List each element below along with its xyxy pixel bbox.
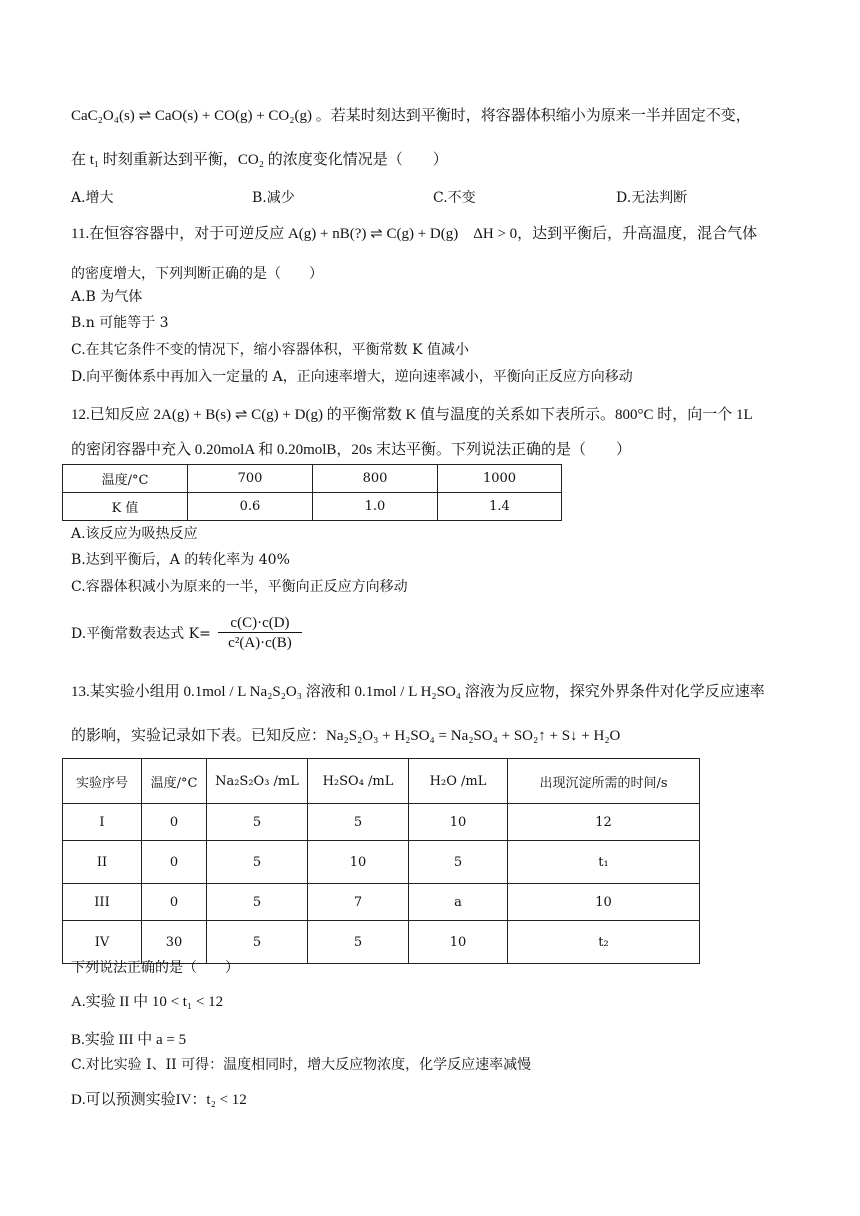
table-cell: 7 bbox=[308, 884, 409, 921]
table-cell: 10 bbox=[308, 841, 409, 884]
table-cell: a bbox=[409, 884, 508, 921]
q12-k-table bbox=[62, 464, 562, 521]
q11-stem-line-1: 11.在恒容容器中，对于可逆反应 A(g) + nB(?) ⇌ C(g) + D(g) ΔH > 0，达到平衡后，升高温度，混合气体 bbox=[71, 226, 758, 242]
table-row bbox=[63, 804, 700, 841]
q12-option-b: B.达到平衡后，A 的转化率为 40% bbox=[71, 552, 290, 568]
table-header-cell: 实验序号 bbox=[63, 759, 142, 804]
table-cell: 0 bbox=[142, 804, 207, 841]
q12-option-a: A.该反应为吸热反应 bbox=[71, 526, 198, 542]
q12-option-c: C.容器体积减小为原来的一半，平衡向正反应方向移动 bbox=[71, 579, 408, 595]
table-row bbox=[63, 493, 562, 521]
fraction-denominator: c²(A)·c(B) bbox=[228, 635, 292, 651]
table-cell: 1000 bbox=[438, 465, 562, 493]
table-cell: 800 bbox=[313, 465, 438, 493]
table-cell: K 值 bbox=[63, 493, 188, 521]
table-cell: t₁ bbox=[508, 841, 700, 884]
q11-option-c: C.在其它条件不变的情况下，缩小容器体积，平衡常数 K 值减小 bbox=[71, 342, 470, 358]
q13-option-b: B.实验 III 中 a = 5 bbox=[71, 1032, 187, 1048]
q12-stem-line-2: 的密闭容器中充入 0.20molA 和 0.20molB，20s 末达平衡。下列说法正确的是（ ） bbox=[71, 442, 632, 458]
q12-stem-line-1: 12.已知反应 2A(g) + B(s) ⇌ C(g) + D(g) 的平衡常数 K 值与温度的关系如下表所示。800°C 时，向一个 1L bbox=[71, 407, 753, 423]
table-header-cell: H₂SO₄ /mL bbox=[308, 759, 409, 804]
table-cell: 1.0 bbox=[313, 493, 438, 521]
q13-question: 下列说法正确的是（ ） bbox=[71, 960, 239, 976]
q12-option-d-fraction bbox=[218, 614, 302, 653]
q11-option-a: A.B 为气体 bbox=[71, 289, 143, 305]
q13-option-c: C.对比实验 I、II 可得：温度相同时，增大反应物浓度，化学反应速率减慢 bbox=[71, 1057, 532, 1073]
q13-option-d: D.可以预测实验IV：t₂ < 12 bbox=[71, 1092, 247, 1108]
table-row bbox=[63, 465, 562, 493]
table-cell: 10 bbox=[409, 804, 508, 841]
q13-experiment-table bbox=[62, 758, 700, 964]
table-cell: 5 bbox=[207, 841, 308, 884]
table-header-cell: 温度/°C bbox=[142, 759, 207, 804]
q11-option-b: B.n 可能等于 3 bbox=[71, 315, 169, 331]
table-cell: 5 bbox=[308, 921, 409, 964]
table-cell: 0.6 bbox=[188, 493, 313, 521]
table-header-cell: Na₂S₂O₃ /mL bbox=[207, 759, 308, 804]
table-cell: III bbox=[63, 884, 142, 921]
table-cell: 700 bbox=[188, 465, 313, 493]
q10-stem-line-2: 在 t₁ 时刻重新达到平衡，CO₂ 的浓度变化情况是（ ） bbox=[71, 152, 448, 168]
q13-stem-line-1: 13.某实验小组用 0.1mol / L Na₂S₂O₃ 溶液和 0.1mol / L H₂SO₄ 溶液为反应物，探究外界条件对化学反应速率 bbox=[71, 684, 765, 700]
table-header-cell: H₂O /mL bbox=[409, 759, 508, 804]
table-header-row bbox=[63, 759, 700, 804]
table-cell: 10 bbox=[409, 921, 508, 964]
table-row bbox=[63, 841, 700, 884]
table-cell: 5 bbox=[207, 921, 308, 964]
q13-stem-line-2: 的影响，实验记录如下表。已知反应：Na₂S₂O₃ + H₂SO₄ = Na₂SO₄ + SO₂↑ + S↓ + H₂O bbox=[71, 728, 621, 744]
fraction-numerator: c(C)·c(D) bbox=[218, 614, 302, 633]
table-cell: 5 bbox=[207, 804, 308, 841]
q10-option-d: D.无法判断 bbox=[616, 190, 688, 206]
q13-option-a: A.实验 II 中 10 < t₁ < 12 bbox=[71, 994, 224, 1010]
table-cell: 5 bbox=[308, 804, 409, 841]
table-cell: t₂ bbox=[508, 921, 700, 964]
table-cell: 5 bbox=[207, 884, 308, 921]
table-header-cell: 出现沉淀所需的时间/s bbox=[508, 759, 700, 804]
table-cell: 1.4 bbox=[438, 493, 562, 521]
table-row bbox=[63, 884, 700, 921]
table-cell: 0 bbox=[142, 884, 207, 921]
table-cell: II bbox=[63, 841, 142, 884]
table-cell: 5 bbox=[409, 841, 508, 884]
q10-stem-line-1: CaC₂O₄(s) ⇌ CaO(s) + CO(g) + CO₂(g) 。若某时刻达到平衡时，将容器体积缩小为原来一半并固定不变， bbox=[71, 108, 751, 124]
table-cell: 0 bbox=[142, 841, 207, 884]
q11-stem-line-2: 的密度增大，下列判断正确的是（ ） bbox=[71, 266, 323, 282]
q10-option-b: B.减少 bbox=[252, 190, 295, 206]
table-cell: I bbox=[63, 804, 142, 841]
table-cell: IV bbox=[63, 921, 142, 964]
table-cell: 30 bbox=[142, 921, 207, 964]
q10-options bbox=[71, 187, 791, 207]
q10-option-a: A.增大 bbox=[71, 190, 114, 206]
table-cell: 12 bbox=[508, 804, 700, 841]
q12-option-d-prefix: D.平衡常数表达式 K= bbox=[71, 626, 211, 642]
q10-option-c: C.不变 bbox=[433, 190, 476, 206]
table-cell: 温度/°C bbox=[63, 465, 188, 493]
table-cell: 10 bbox=[508, 884, 700, 921]
q11-option-d: D.向平衡体系中再加入一定量的 A，正向速率增大，逆向速率减小，平衡向正反应方向移动 bbox=[71, 369, 633, 385]
